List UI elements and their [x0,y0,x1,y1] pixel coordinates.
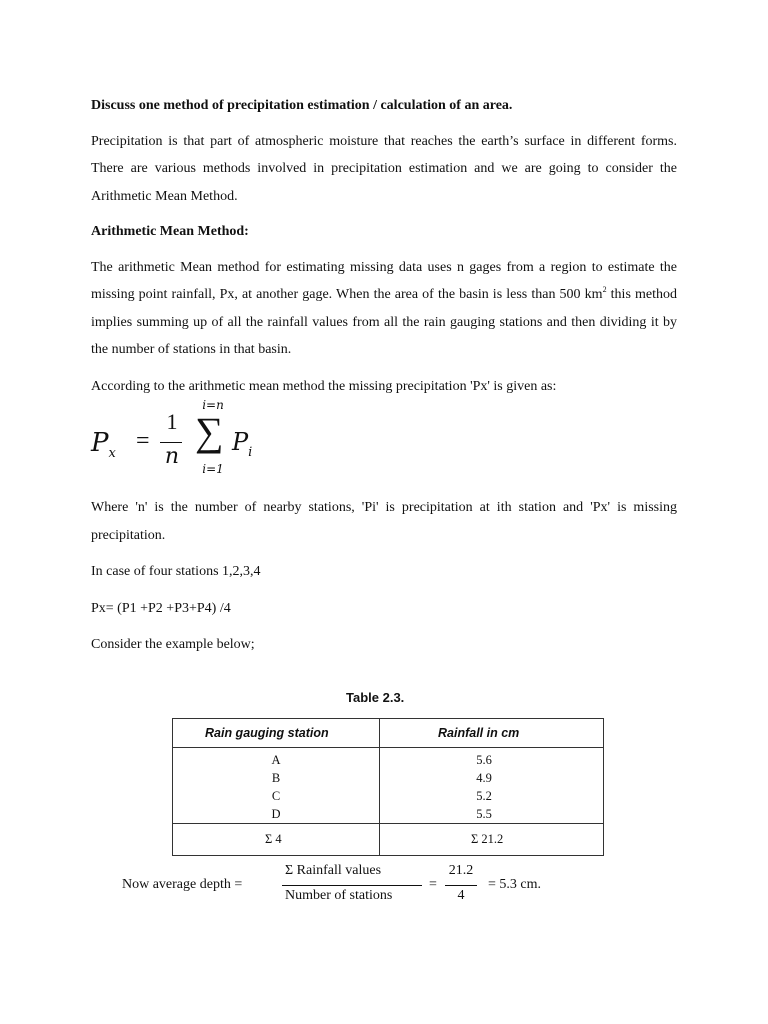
sum-lower-limit: i=1 [202,462,224,476]
calc-denominator-value: 4 [457,888,465,903]
station-cell: C [271,789,281,803]
method-text-part1: The arithmetic Mean method for estimating missing data uses n gages from a region to estimate the missing point rainfall, Px, at another gage. When the area of the basin is less than 500 km [91,259,677,302]
station-column [201,751,351,823]
rainfall-column [409,751,559,823]
station-cell: A [271,753,281,767]
calc-numerator-value: 21.2 [448,863,474,878]
calc-result: = 5.3 cm. [488,877,541,892]
formula-term: $P_i$ [232,428,253,460]
variables-paragraph: Where 'n' is the number of nearby stations, 'Pi' is precipitation at ith station and 'Px' is missing precipitation. [91,500,677,543]
table-header-rule [173,747,603,748]
calc-fraction-bar [282,885,422,886]
calc-numerator: Σ Rainfall values [285,863,382,878]
formula-denominator: n [164,444,180,469]
rainfall-cell: 5.6 [476,753,492,767]
calc-label: Now average depth = [122,877,243,892]
example-intro: Consider the example below; [91,637,255,652]
km-superscript: 2 [602,285,607,294]
rainfall-cell: 4.9 [476,771,492,785]
formula-fraction-bar [160,442,182,443]
calc-equals: = [429,877,437,892]
calc-denominator: Number of stations [285,888,393,903]
example-table-figure [118,686,618,916]
formula-lhs: $P_x$ [91,428,116,462]
rainfall-total: Σ 21.2 [471,832,504,846]
formula-numerator: 1 [166,409,178,434]
table-total-rule [173,823,603,824]
rainfall-table [172,718,604,856]
method-paragraph [91,254,677,364]
header-station: Rain gauging station [205,726,329,740]
document-body [91,92,677,659]
rainfall-cell: 5.2 [476,789,492,803]
rainfall-cell: 5.5 [476,807,492,821]
method-text-part2: this method implies summing up of all the rainfall values from all the rain gauging stations and then dividing it by the number of stations in that basin. [91,287,677,357]
station-cell: D [271,807,281,821]
station-total: Σ 4 [265,832,282,846]
four-stations-text: In case of four stations 1,2,3,4 [91,564,261,579]
px-equation-text: Px= (P1 +P2 +P3+P4) /4 [91,600,231,616]
formula-intro: According to the arithmetic mean method the missing precipitation 'Px' is given as: [91,378,557,394]
calc-value-fraction-bar [445,885,477,886]
arithmetic-mean-formula [91,398,677,486]
average-depth-calculation [122,861,602,911]
summation-sign: ∑ [195,409,224,454]
station-cell: B [271,771,281,785]
formula-equals: = [136,428,150,454]
table-column-rule [379,719,380,855]
table-caption: Table 2.3. [346,690,405,705]
question-heading: Discuss one method of precipitation estimation / calculation of an area. [91,98,513,113]
sum-upper-limit: i=n [202,398,224,412]
intro-paragraph: Precipitation is that part of atmospheric moisture that reaches the earth’s surface in different forms. There are various methods involved in precipitation estimation and we are going to consider the Arithmetic Mean Method. [91,133,677,204]
section-heading: Arithmetic Mean Method: [91,224,249,239]
header-rainfall: Rainfall in cm [438,726,520,740]
